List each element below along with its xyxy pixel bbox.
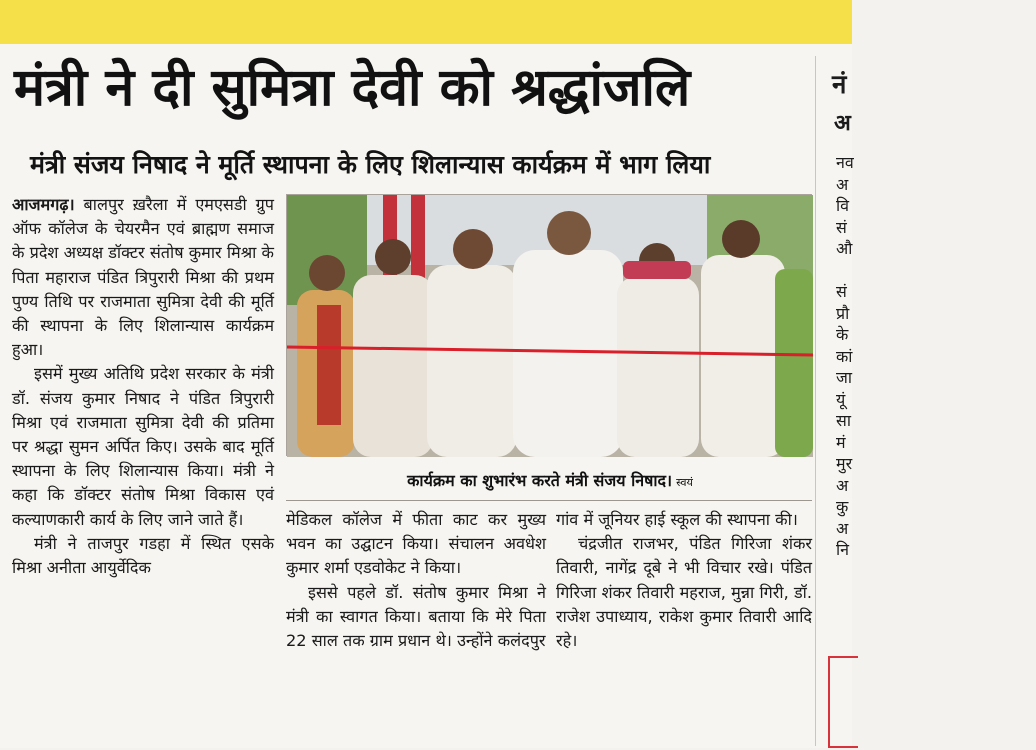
caption-text: कार्यक्रम का शुभारंभ करते मंत्री संजय निषाद। bbox=[407, 471, 673, 490]
photo-caption bbox=[292, 464, 808, 498]
article-paragraph-4: मेडिकल कॉलेज में फीता काट कर मुख्य भवन का उद्घाटन किया। संचालन अवधेश कुमार शर्मा एडवोकेट ने किया। bbox=[286, 510, 546, 578]
photo-credit: स्वयं bbox=[676, 476, 693, 489]
adjacent-line: सं bbox=[836, 282, 847, 301]
adjacent-line: अ bbox=[836, 475, 849, 495]
adjacent-line bbox=[836, 260, 1036, 282]
article-paragraph-3: मंत्री ने ताजपुर गडहा में स्थित एसके मिश्रा अनीता आयुर्वेदिक bbox=[12, 533, 274, 578]
adjacent-line: कु bbox=[836, 497, 849, 516]
headline: मंत्री ने दी सुमित्रा देवी को श्रद्धांजलि bbox=[14, 58, 691, 118]
article-paragraph-1 bbox=[12, 193, 274, 362]
subheadline: मंत्री संजय निषाद ने मूर्ति स्थापना के लिए शिलान्यास कार्यक्रम में भाग लिया bbox=[30, 150, 711, 179]
adjacent-line: नव bbox=[836, 153, 854, 172]
adjacent-line: प्रौ bbox=[836, 303, 850, 323]
top-color-band bbox=[0, 0, 852, 44]
article-paragraph-2: इसमें मुख्य अतिथि प्रदेश सरकार के मंत्री डॉ. संजय कुमार निषाद ने पंडित त्रिपुरारी मिश्रा एवं राजमाता सुमित्रा देवी की प्रतिमा पर श्रद्धा सुमन अर्पित किए। उसके बाद मूर्ति स्थापना के लिए शिलान्यास किया। मंत्री ने कहा कि डॉक्टर संतोष मिश्रा विकास एवं कल्याणकारी कार्य के लिए जाने जाते हैं। bbox=[12, 364, 274, 529]
adjacent-line: नि bbox=[836, 540, 850, 559]
adjacent-line: अ bbox=[836, 518, 849, 538]
adjacent-line: सं bbox=[836, 217, 847, 237]
adjacent-headline: नं bbox=[832, 70, 847, 100]
article-paragraph-6: गांव में जूनियर हाई स्कूल की स्थापना की। bbox=[556, 510, 798, 529]
story-divider bbox=[815, 56, 816, 746]
adjacent-text bbox=[836, 152, 1036, 561]
dateline: आजमगढ़। bbox=[12, 195, 75, 214]
adjacent-line: जा bbox=[836, 368, 853, 387]
article-paragraph-5: इससे पहले डॉ. संतोष कुमार मिश्रा ने मंत्री का स्वागत किया। बताया कि मेरे पिता 22 साल तक ग्राम प्रधान थे। उन्होंने कलंदपुर bbox=[286, 582, 546, 651]
article-column-2 bbox=[286, 508, 546, 653]
adjacent-line: यूं bbox=[836, 389, 846, 409]
adjacent-line: मुर bbox=[836, 454, 853, 473]
adjacent-line: मं bbox=[836, 432, 846, 452]
paragraph-1-text: बालपुर ख़रैला में एमएसडी ग्रुप ऑफ कॉलेज के चेयरमैन एवं ब्राह्मण समाज के प्रदेश अध्यक्ष डॉक्टर संतोष कुमार मिश्रा के पिता महाराज पंडित त्रिपुरारी मिश्रा की प्रथम पुण्य तिथि पर राजमाता सुमित्रा देवी की मूर्ति की स्थापना के लिए शिलान्यास कार्यक्रम हुआ। bbox=[12, 195, 274, 360]
adjacent-line: के bbox=[836, 325, 849, 344]
adjacent-line: औ bbox=[836, 239, 853, 258]
article-paragraph-7: चंद्रजीत राजभर, पंडित गिरिजा शंकर तिवारी, नागेंद्र दूबे ने भी विचार रखे। पंडित गिरिजा शंकर तिवारी महराज, मुन्ना गिरी, डॉ. राजेश उपाध्याय, राकेश कुमार तिवारी आदि रहे। bbox=[556, 534, 812, 651]
adjacent-story bbox=[820, 60, 852, 750]
adjacent-red-box bbox=[828, 656, 858, 748]
adjacent-line: वि bbox=[836, 196, 850, 215]
adjacent-line: अ bbox=[836, 174, 849, 194]
article-column-3 bbox=[556, 508, 812, 653]
adjacent-line: सा bbox=[836, 411, 851, 430]
caption-rule bbox=[286, 500, 812, 501]
adjacent-line: कां bbox=[836, 346, 853, 366]
photo-illustration bbox=[287, 195, 813, 457]
article-column-1 bbox=[12, 193, 274, 580]
adjacent-subhead: अ bbox=[834, 111, 851, 136]
news-photo bbox=[286, 194, 812, 456]
